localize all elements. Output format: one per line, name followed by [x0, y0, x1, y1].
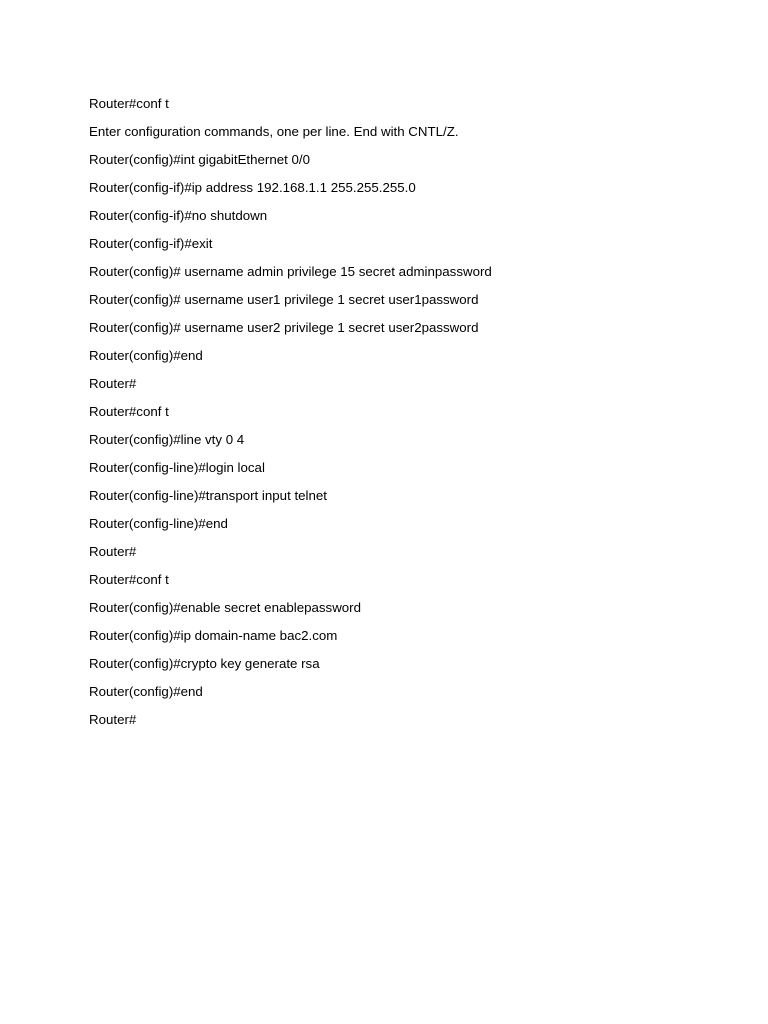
transcript-line: Router(config)# username user1 privilege 1 secret user1password — [89, 292, 479, 307]
transcript-line: Router#conf t — [89, 96, 169, 111]
transcript-line: Enter configuration commands, one per line. End with CNTL/Z. — [89, 124, 459, 139]
transcript-line: Router(config-if)#no shutdown — [89, 208, 268, 223]
transcript-line: Router(config)#line vty 0 4 — [89, 432, 245, 447]
config-transcript — [89, 90, 729, 734]
transcript-line: Router(config)#enable secret enablepassword — [89, 600, 362, 615]
transcript-line: Router(config)# username user2 privilege 1 secret user2password — [89, 320, 479, 335]
transcript-line: Router#conf t — [89, 572, 169, 587]
transcript-line: Router(config)#ip domain-name bac2.com — [89, 628, 338, 643]
transcript-line: Router(config)#crypto key generate rsa — [89, 656, 320, 671]
transcript-line: Router(config)#end — [89, 348, 203, 363]
transcript-line: Router(config)#int gigabitEthernet 0/0 — [89, 152, 311, 167]
transcript-line: Router# — [89, 376, 137, 391]
transcript-line: Router(config)# username admin privilege 15 secret adminpassword — [89, 264, 492, 279]
transcript-line: Router# — [89, 712, 137, 727]
transcript-line: Router# — [89, 544, 137, 559]
transcript-line: Router(config-if)#exit — [89, 236, 213, 251]
transcript-line: Router(config-line)#transport input telnet — [89, 488, 327, 503]
transcript-line: Router(config-line)#login local — [89, 460, 265, 475]
transcript-line: Router(config-if)#ip address 192.168.1.1 255.255.255.0 — [89, 180, 416, 195]
transcript-line: Router#conf t — [89, 404, 169, 419]
transcript-line: Router(config)#end — [89, 684, 203, 699]
transcript-line: Router(config-line)#end — [89, 516, 228, 531]
